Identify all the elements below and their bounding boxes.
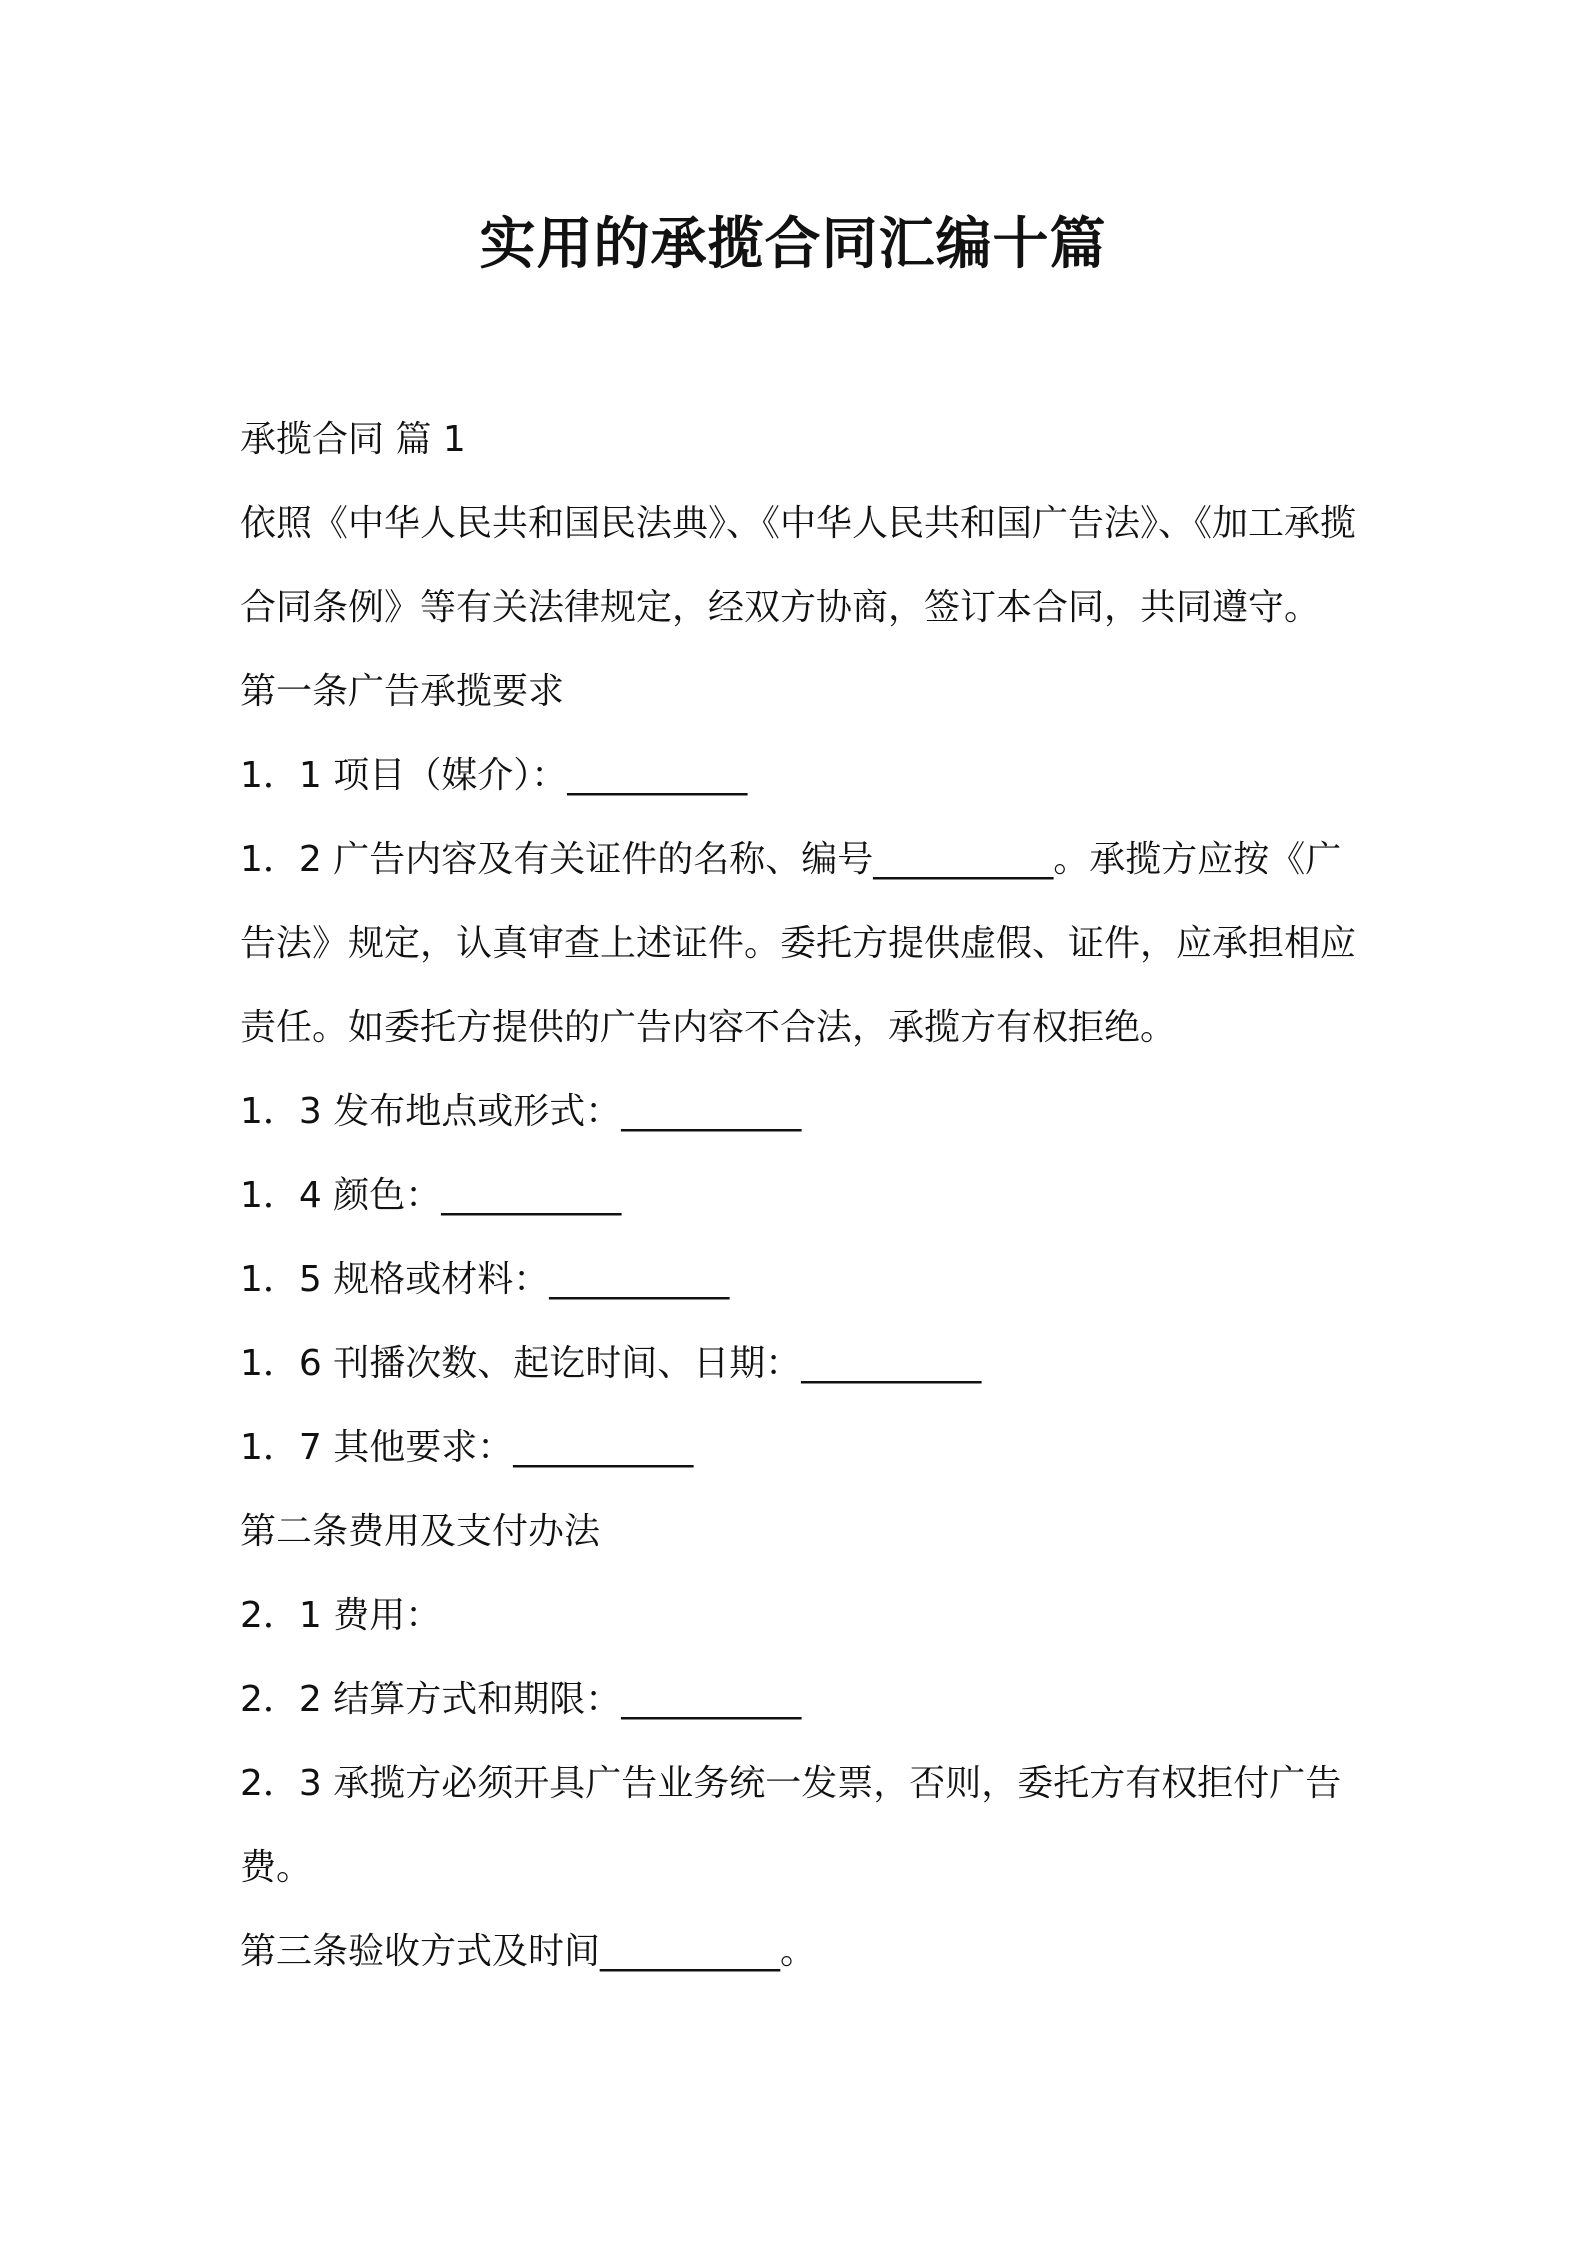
clause-2-3: 2．3 承揽方必须开具广告业务统一发票，否则，委托方有权拒付广告费。: [240, 1763, 1342, 1888]
clause-1-5: 1．5 规格或材料：__________: [240, 1259, 730, 1300]
section-heading: 承揽合同 篇 1: [240, 419, 466, 460]
article-three-heading: 第三条验收方式及时间__________。: [240, 1931, 817, 1972]
clause-1-7: 1．7 其他要求：__________: [240, 1427, 694, 1468]
article-two-heading: 第二条费用及支付办法: [240, 1511, 601, 1552]
clause-2-2: 2．2 结算方式和期限：__________: [240, 1679, 802, 1720]
intro-paragraph: 依照《中华人民共和国民法典》、《中华人民共和国广告法》、《加工承揽合同条例》等有关法律规定，经双方协商，签订本合同，共同遵守。: [240, 503, 1357, 628]
clause-1-6: 1．6 刊播次数、起讫时间、日期：__________: [240, 1343, 982, 1384]
clause-1-2: 1．2 广告内容及有关证件的名称、编号__________。承揽方应按《广告法》规定，认真审查上述证件。委托方提供虚假、证件，应承担相应责任。如委托方提供的广告内容不合法，承揽方有权拒绝。: [240, 839, 1357, 1048]
clause-1-1: 1．1 项目（媒介）：__________: [240, 755, 748, 796]
article-one-heading: 第一条广告承揽要求: [240, 671, 565, 712]
document-title: 实用的承揽合同汇编十篇: [479, 212, 1107, 277]
clause-1-3: 1．3 发布地点或形式：__________: [240, 1091, 802, 1132]
document-body: [240, 398, 1360, 1994]
clause-1-4: 1．4 颜色：__________: [240, 1175, 622, 1216]
clause-2-1: 2．1 费用：: [240, 1595, 442, 1636]
